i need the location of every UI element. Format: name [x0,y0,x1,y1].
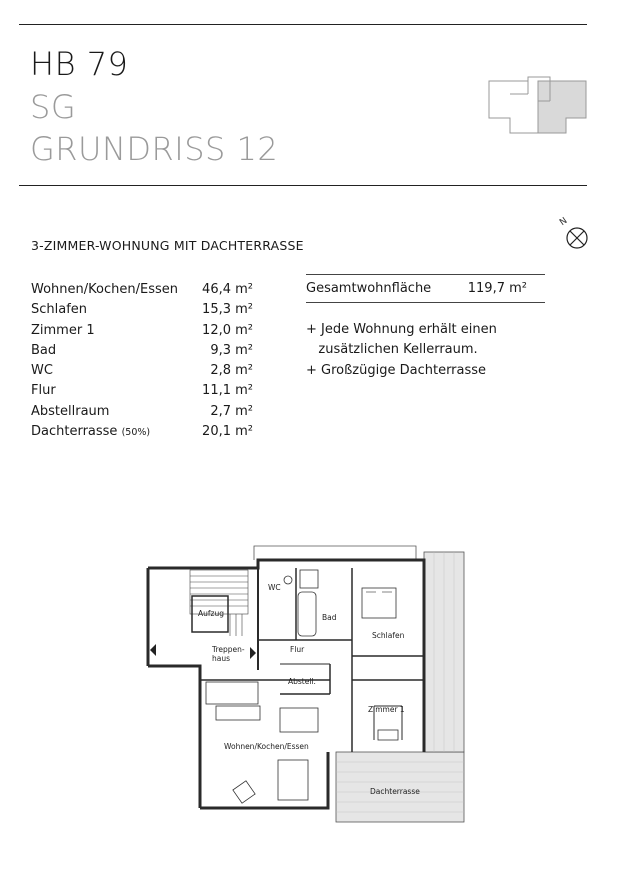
area-row [31,300,253,320]
label-zimmer1: Zimmer 1 [368,705,405,714]
area-row [31,361,253,381]
area-value: 15,3 m² [202,302,253,318]
desk [378,730,398,740]
area-name: WC [31,363,53,379]
label-wohnen: Wohnen/Kochen/Essen [224,742,309,751]
area-name: Zimmer 1 [31,322,95,338]
bathtub [298,592,316,636]
area-name: Abstellraum [31,403,110,419]
floor-title: SG [30,88,77,126]
toilet [284,576,292,584]
armchair [233,781,255,803]
label-schlafen: Schlafen [372,631,405,640]
total-area [306,274,545,303]
note-line: + Großzügige Dachterrasse [306,362,487,378]
kitchen-counter [206,682,258,704]
compass-label: N [558,216,570,229]
area-name: Flur [31,383,56,399]
total-label: Gesamtwohnfläche [306,281,432,296]
label-dachterrasse: Dachterrasse [370,787,420,796]
area-row [31,402,253,422]
header-rule [19,185,587,186]
area-value: 9,3 m² [210,342,253,358]
kitchen-island [216,706,260,720]
total-value: 119,7 m² [467,281,527,296]
area-list [31,280,253,442]
apartment-type: 3-ZIMMER-WOHNUNG MIT DACHTERRASSE [31,238,304,253]
staircase [190,570,248,636]
area-value: 46,4 m² [202,282,253,297]
label-treppenhaus-1: Treppen- [212,645,245,654]
area-row [31,280,253,300]
top-rule [19,24,587,25]
dining-table [280,708,318,732]
note-line: zusätzlichen Kellerraum. [306,342,478,358]
sofa [278,760,308,800]
area-value: 11,1 m² [202,383,253,399]
notes [306,320,497,381]
area-name: Dachterrasse [31,424,118,440]
label-wc: WC [268,583,281,592]
label-abstell: Abstell. [288,677,316,686]
area-row [31,321,253,341]
area-row [31,381,253,401]
area-row [31,422,253,442]
area-note: (50%) [121,427,151,439]
bed [362,588,396,618]
area-name: Schlafen [31,302,88,318]
compass-icon [556,212,592,252]
area-row [31,341,253,361]
label-bad: Bad [322,613,337,622]
label-aufzug: Aufzug [198,609,224,618]
area-value: 12,0 m² [202,322,253,338]
floor-plan [140,540,470,840]
building-title: HB 79 [30,45,129,83]
label-flur: Flur [290,645,305,654]
area-value: 20,1 m² [202,424,253,440]
area-name: Bad [31,342,57,358]
note-line: + Jede Wohnung erhält einen [306,322,497,337]
area-name: Wohnen/Kochen/Essen [31,282,178,297]
area-value: 2,7 m² [210,403,253,419]
label-treppenhaus-2: haus [212,654,231,663]
plan-title: GRUNDRISS 12 [30,130,279,168]
floor-key-icon [488,76,588,134]
shower [300,570,318,588]
arrow-right-icon [250,647,256,659]
arrow-left-icon [150,644,156,656]
roof-outline [254,546,416,560]
area-value: 2,8 m² [210,363,253,379]
